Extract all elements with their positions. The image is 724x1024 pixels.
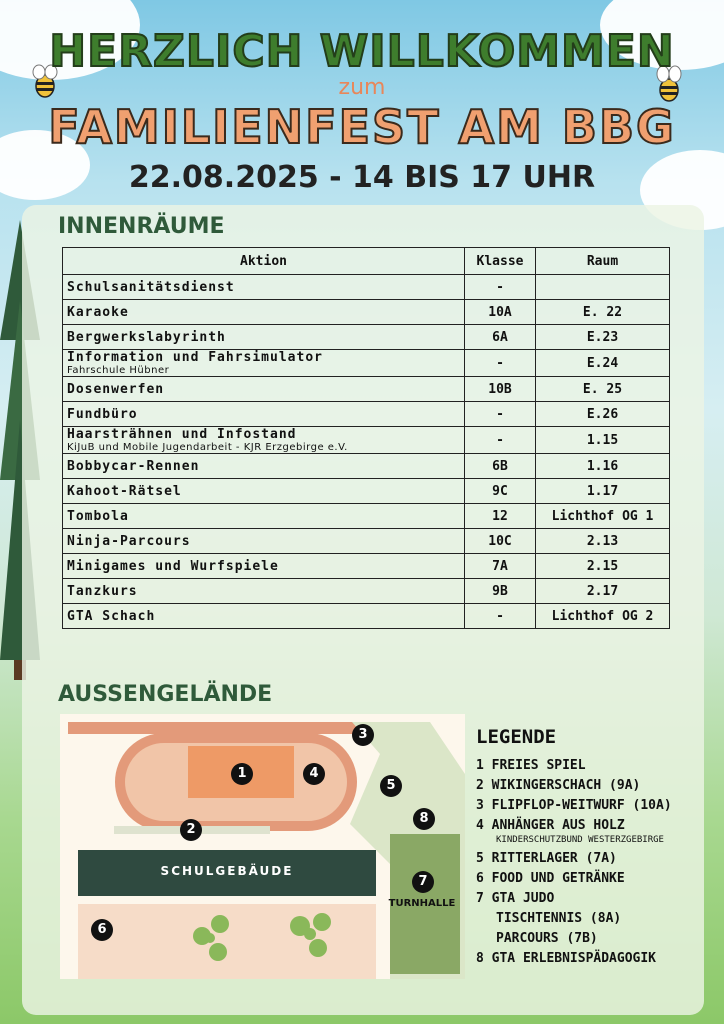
site-map-drawing bbox=[60, 714, 465, 979]
cell-klasse: - bbox=[465, 275, 536, 300]
cell-klasse: 10A bbox=[465, 300, 536, 325]
table-row bbox=[63, 579, 670, 604]
cell-raum: E.23 bbox=[536, 325, 670, 350]
legend-item-note: KINDERSCHUTZBUND WESTERZGEBIRGE bbox=[496, 835, 664, 845]
activity-table bbox=[62, 247, 670, 629]
legend-item: 5 RITTERLAGER (7A) bbox=[476, 851, 617, 866]
cell-raum: 1.15 bbox=[536, 427, 670, 454]
cell-klasse: 6B bbox=[465, 454, 536, 479]
map-marker-1: 1 bbox=[231, 763, 253, 785]
cell-klasse: 12 bbox=[465, 504, 536, 529]
cell-aktion: Schulsanitätsdienst bbox=[63, 275, 465, 300]
cell-klasse: 10B bbox=[465, 377, 536, 402]
table-row bbox=[63, 529, 670, 554]
table-row bbox=[63, 402, 670, 427]
cell-aktion: Kahoot-Rätsel bbox=[63, 479, 465, 504]
table-row bbox=[63, 604, 670, 629]
cell-raum: Lichthof OG 2 bbox=[536, 604, 670, 629]
legend-item: PARCOURS (7B) bbox=[496, 931, 598, 946]
legend-item: 4 ANHÄNGER AUS HOLZ bbox=[476, 818, 625, 833]
table-row bbox=[63, 427, 670, 454]
title-welcome: HERZLICH WILLKOMMEN bbox=[49, 26, 675, 77]
cell-raum: 2.17 bbox=[536, 579, 670, 604]
cell-klasse: 6A bbox=[465, 325, 536, 350]
map-marker-6: 6 bbox=[91, 919, 113, 941]
gym-label: TURNHALLE bbox=[388, 898, 456, 909]
map-path-top bbox=[68, 722, 368, 734]
yard-area bbox=[78, 904, 376, 979]
cell-klasse: - bbox=[465, 350, 536, 377]
cell-aktion: Bergwerkslabyrinth bbox=[63, 325, 465, 350]
cell-raum: E. 25 bbox=[536, 377, 670, 402]
cell-klasse: 9B bbox=[465, 579, 536, 604]
table-row bbox=[63, 300, 670, 325]
table-header-row bbox=[63, 248, 670, 275]
school-building-label: SCHULGEBÄUDE bbox=[160, 864, 294, 878]
site-map bbox=[60, 714, 465, 979]
map-marker-7: 7 bbox=[412, 871, 434, 893]
legend-item: TISCHTENNIS (8A) bbox=[496, 911, 622, 926]
cell-aktion: Fundbüro bbox=[63, 402, 465, 427]
section-heading-indoor: INNENRÄUME bbox=[58, 214, 225, 239]
cell-raum: E.26 bbox=[536, 402, 670, 427]
column-header-aktion: Aktion bbox=[63, 248, 465, 275]
cell-aktion-subtitle: KiJuB und Mobile Jugendarbeit - KJR Erzgebirge e.V. bbox=[67, 442, 348, 453]
map-marker-2: 2 bbox=[180, 819, 202, 841]
cell-aktion: Tombola bbox=[63, 504, 465, 529]
cell-raum: E. 22 bbox=[536, 300, 670, 325]
cell-raum: 1.16 bbox=[536, 454, 670, 479]
cell-aktion-subtitle: Fahrschule Hübner bbox=[67, 365, 170, 376]
table-row bbox=[63, 454, 670, 479]
title-event: FAMILIENFEST AM BBG bbox=[48, 100, 676, 154]
cell-aktion bbox=[63, 427, 465, 454]
table-row bbox=[63, 350, 670, 377]
table-row bbox=[63, 554, 670, 579]
cell-aktion: Dosenwerfen bbox=[63, 377, 465, 402]
table-row bbox=[63, 377, 670, 402]
cell-aktion: GTA Schach bbox=[63, 604, 465, 629]
legend-item: 1 FREIES SPIEL bbox=[476, 758, 586, 773]
title-zum: zum bbox=[338, 75, 386, 100]
table-row bbox=[63, 275, 670, 300]
cell-raum: Lichthof OG 1 bbox=[536, 504, 670, 529]
legend-title: LEGENDE bbox=[476, 726, 557, 748]
cell-klasse: 9C bbox=[465, 479, 536, 504]
map-marker-3: 3 bbox=[352, 724, 374, 746]
map-legend bbox=[476, 726, 708, 971]
cell-raum: E.24 bbox=[536, 350, 670, 377]
legend-item: 8 GTA ERLEBNISPÄDAGOGIK bbox=[476, 951, 657, 966]
cell-raum: 2.13 bbox=[536, 529, 670, 554]
cell-klasse: - bbox=[465, 427, 536, 454]
legend-item: 7 GTA JUDO bbox=[476, 891, 555, 906]
cell-raum: 2.15 bbox=[536, 554, 670, 579]
cell-aktion: Tanzkurs bbox=[63, 579, 465, 604]
cell-klasse: - bbox=[465, 604, 536, 629]
cell-raum: 1.17 bbox=[536, 479, 670, 504]
event-date-time: 22.08.2025 - 14 BIS 17 UHR bbox=[128, 160, 596, 195]
cell-aktion: Karaoke bbox=[63, 300, 465, 325]
cell-klasse: - bbox=[465, 402, 536, 427]
table-row bbox=[63, 479, 670, 504]
table-row bbox=[63, 504, 670, 529]
cell-klasse: 10C bbox=[465, 529, 536, 554]
cell-raum bbox=[536, 275, 670, 300]
legend-item: 3 FLIPFLOP-WEITWURF (10A) bbox=[476, 798, 672, 813]
map-marker-5: 5 bbox=[380, 775, 402, 797]
legend-item: 2 WIKINGERSCHACH (9A) bbox=[476, 778, 641, 793]
map-marker-8: 8 bbox=[413, 808, 435, 830]
column-header-raum: Raum bbox=[536, 248, 670, 275]
cell-aktion bbox=[63, 350, 465, 377]
section-heading-outdoor: AUSSENGELÄNDE bbox=[58, 682, 273, 707]
table-row bbox=[63, 325, 670, 350]
cell-aktion-title: Information und Fahrsimulator bbox=[67, 350, 323, 365]
column-header-klasse: Klasse bbox=[465, 248, 536, 275]
cell-aktion-title: Haarsträhnen und Infostand bbox=[67, 427, 297, 442]
cell-aktion: Bobbycar-Rennen bbox=[63, 454, 465, 479]
legend-item: 6 FOOD UND GETRÄNKE bbox=[476, 871, 625, 886]
map-marker-4: 4 bbox=[303, 763, 325, 785]
cell-aktion: Ninja-Parcours bbox=[63, 529, 465, 554]
cell-aktion: Minigames und Wurfspiele bbox=[63, 554, 465, 579]
cell-klasse: 7A bbox=[465, 554, 536, 579]
